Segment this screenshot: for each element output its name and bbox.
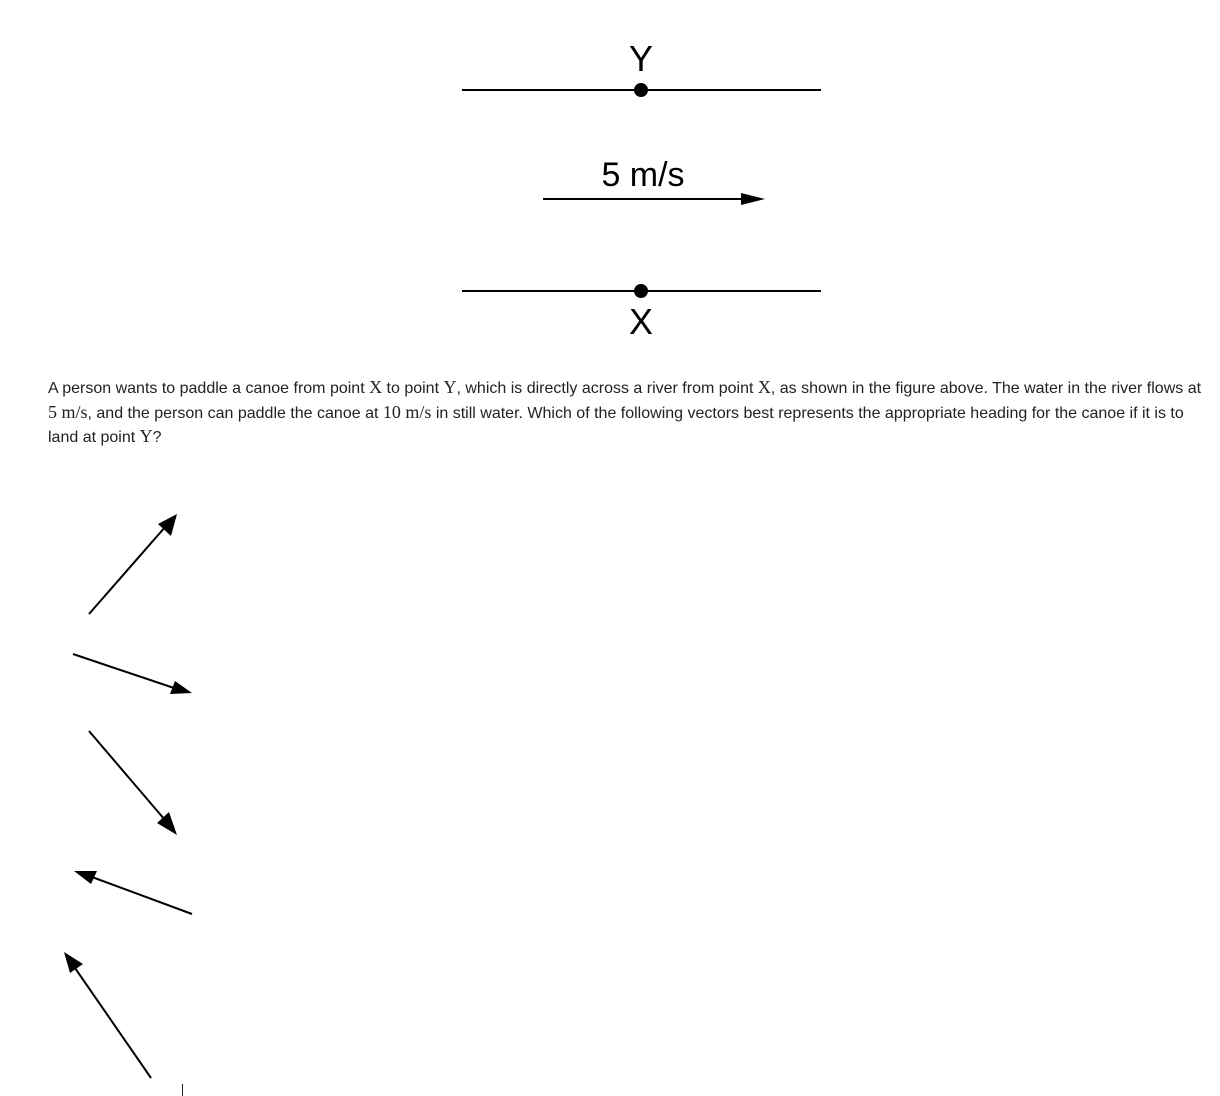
river-figure (0, 0, 1220, 350)
point-y-label: Y (628, 38, 654, 79)
current-speed-label: 5 m/s (601, 156, 685, 194)
answer-option-c[interactable] (55, 720, 205, 845)
text-cursor (182, 1084, 183, 1096)
arrow-down-right-shallow-icon (55, 645, 205, 705)
arrow-up-right-icon (55, 505, 205, 625)
arrow-up-left-steep-icon (55, 940, 205, 1085)
question-text: A person wants to paddle a canoe from point X to point Y, which is directly across a river from point X, as shown in the figure above. The water in the river flows at 5 m/s, and the person can paddle the canoe at 10 m/s in still water. Which of the following vectors best represents the appropriate heading for the canoe if it is to land at point Y? (48, 377, 1202, 446)
answer-option-e[interactable] (55, 940, 205, 1085)
current-arrowhead (741, 193, 765, 205)
point-x-label: X (628, 301, 654, 342)
point-x-dot (634, 284, 648, 298)
arrow-down-right-steep-icon (55, 720, 205, 845)
point-y-dot (634, 83, 648, 97)
arrow-up-left-shallow-icon (55, 860, 205, 925)
answer-option-a[interactable] (55, 505, 205, 625)
answer-option-d[interactable] (55, 860, 205, 925)
answer-option-b[interactable] (55, 645, 205, 705)
